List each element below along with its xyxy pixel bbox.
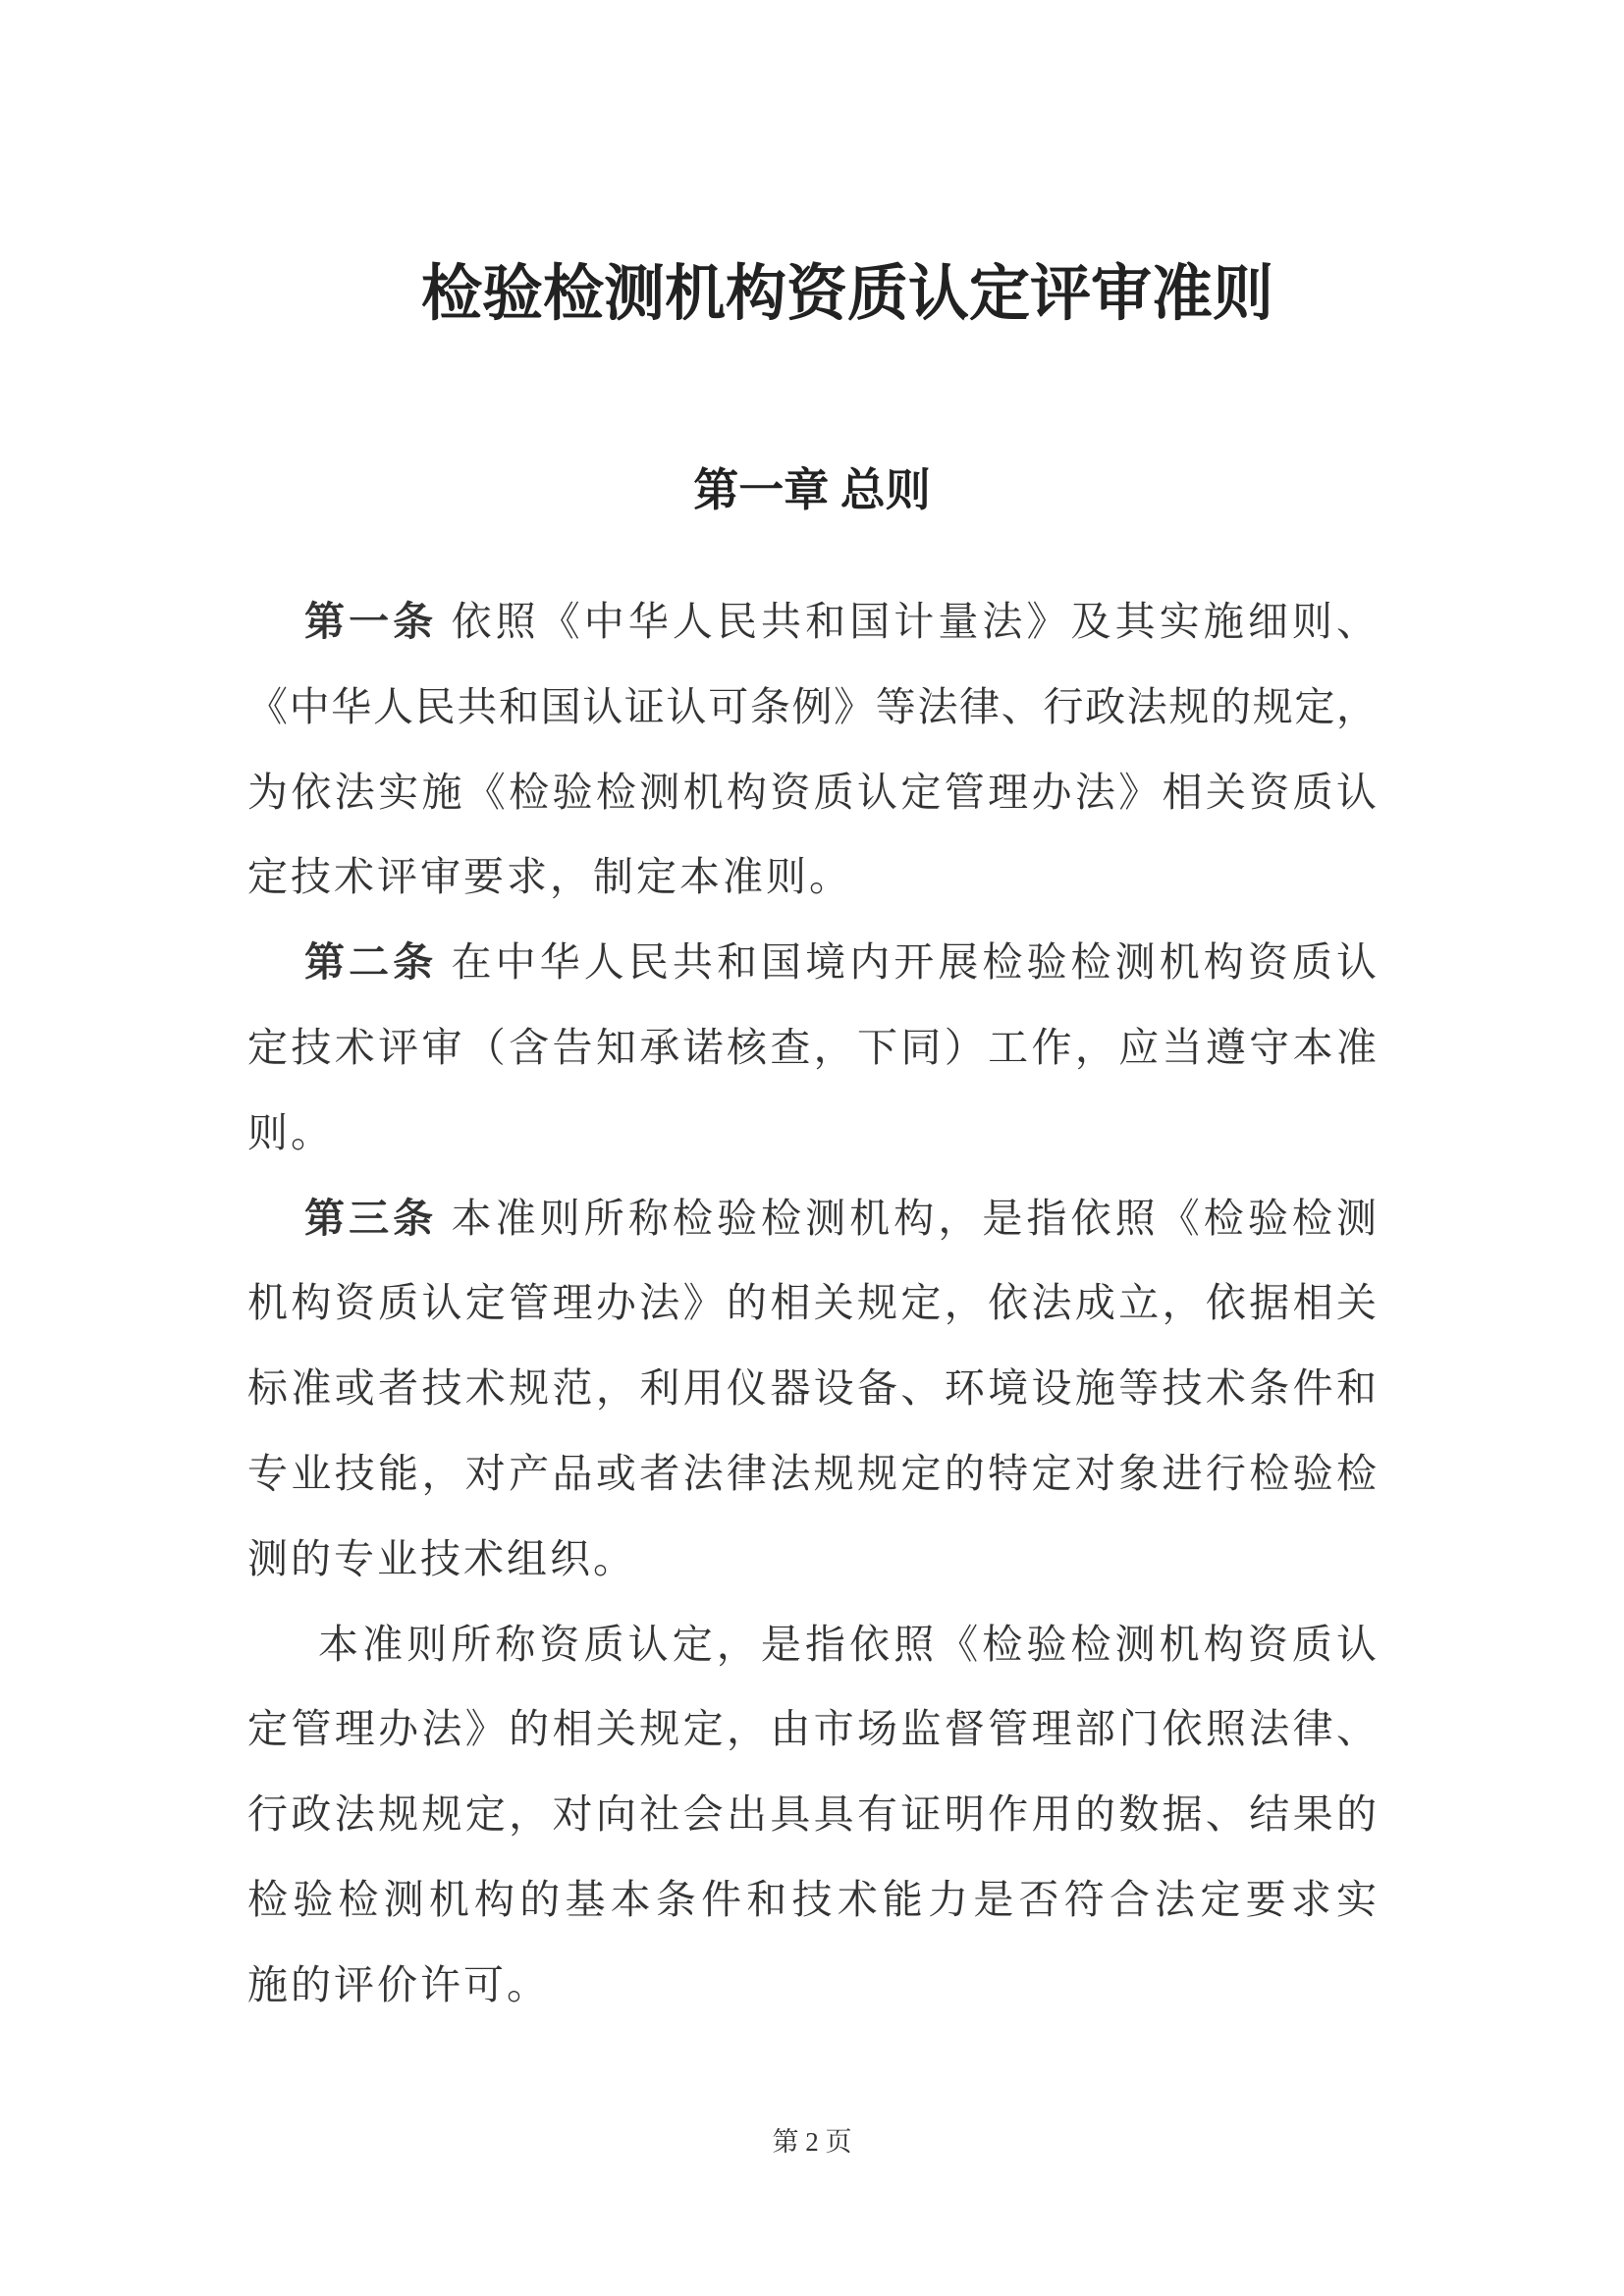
article-number: 第一条 xyxy=(304,599,438,644)
body-line: 标准或者技术规范，利用仪器设备、环境设施等技术条件和 xyxy=(247,1365,1377,1412)
document-title: 检验检测机构资质认定评审准则 xyxy=(420,260,1273,328)
body-line: 本准则所称资质认定，是指依照《检验检测机构资质认 xyxy=(318,1621,1377,1667)
article-number: 第三条 xyxy=(304,1195,438,1241)
body-line: 为依法实施《检验检测机构资质认定管理办法》相关资质认 xyxy=(247,769,1377,815)
body-line: 《中华人民共和国认证认可条例》等法律、行政法规的规定， xyxy=(247,683,1377,729)
body-line: 行政法规规定，对向社会出具具有证明作用的数据、结果的 xyxy=(247,1791,1377,1838)
body-line: 专业技能，对产品或者法律法规规定的特定对象进行检验检 xyxy=(247,1450,1377,1496)
article-number: 第二条 xyxy=(304,939,438,986)
page-number: 第 2 页 xyxy=(772,2127,852,2157)
body-line: 定管理办法》的相关规定，由市场监督管理部门依照法律、 xyxy=(247,1706,1377,1752)
document-body xyxy=(247,579,1377,2028)
body-line: 第二条 在中华人民共和国境内开展检验检测机构资质认 xyxy=(304,939,1377,986)
body-line: 第三条 本准则所称检验检测机构，是指依照《检验检测 xyxy=(304,1195,1377,1241)
body-line: 定技术评审（含告知承诺核查，下同）工作，应当遵守本准 xyxy=(247,1024,1377,1070)
body-line: 机构资质认定管理办法》的相关规定，依法成立，依据相关 xyxy=(247,1280,1377,1326)
body-line: 第一条 依照《中华人民共和国计量法》及其实施细则、 xyxy=(304,599,1377,644)
body-line: 测的专业技术组织。 xyxy=(247,1535,636,1581)
body-line: 则。 xyxy=(247,1109,334,1155)
body-line: 施的评价许可。 xyxy=(247,1961,550,2007)
body-line: 检验检测机构的基本条件和技术能力是否符合法定要求实 xyxy=(247,1876,1377,1922)
chapter-heading: 第一章 总则 xyxy=(693,465,931,516)
body-line: 定技术评审要求，制定本准则。 xyxy=(247,854,852,900)
